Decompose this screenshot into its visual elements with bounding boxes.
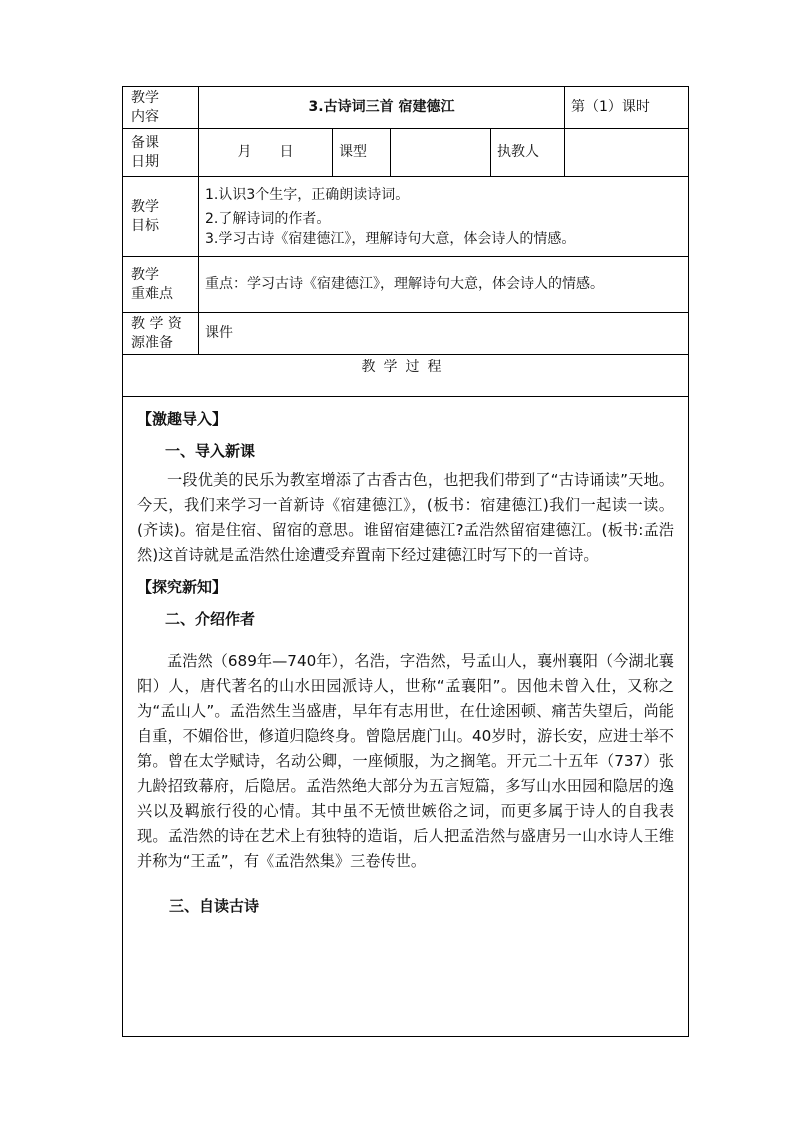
lesson-type-value: [391, 129, 491, 177]
section-heading: 【激趣导入】: [137, 410, 228, 428]
teacher-value: [565, 129, 689, 177]
subsection-heading: 二、介绍作者: [165, 610, 256, 628]
label-line: 教 学 资: [131, 315, 182, 332]
label-line: 重难点: [131, 285, 173, 302]
subsection-heading: 一、导入新课: [165, 442, 256, 460]
label-line: 教学: [131, 89, 159, 106]
label-line: 目标: [131, 217, 159, 234]
label-line: 教学: [131, 266, 159, 283]
label-line: 内容: [131, 108, 159, 125]
row-key-points: [123, 257, 689, 313]
teacher-label: 执教人: [491, 129, 565, 177]
label-line: 日期: [131, 153, 159, 170]
label-prep-date: [123, 129, 199, 177]
lesson-plan-table: [122, 86, 689, 1037]
process-body: [123, 397, 689, 1037]
row-process-body: [123, 397, 689, 1037]
row-process-heading: [123, 355, 689, 397]
goal-item: 3.学习古诗《宿建德江》，理解诗句大意，体会诗人的情感。: [205, 230, 576, 247]
label-key-points: [123, 257, 199, 313]
label-line: 教学: [131, 198, 159, 215]
key-points: 重点：学习古诗《宿建德江》，理解诗句大意，体会诗人的情感。: [199, 257, 689, 313]
process-heading: 教学过程: [123, 355, 689, 397]
label-teaching-goals: [123, 177, 199, 257]
resources: 课件: [199, 313, 689, 355]
prep-date-value: 月 日: [199, 129, 333, 177]
row-teaching-content: [123, 87, 689, 129]
label-line: 备课: [131, 134, 159, 151]
subsection-heading: 三、自读古诗: [169, 897, 260, 915]
lesson-title: 3.古诗词三首 宿建德江: [199, 87, 565, 129]
row-teaching-goals: [123, 177, 689, 257]
label-teaching-content: [123, 87, 199, 129]
goal-item: 1.认识3个生字，正确朗读诗词。: [205, 186, 410, 203]
teaching-goals: [199, 177, 689, 257]
paragraph: 孟浩然（689年—740年），名浩，字浩然，号孟山人，襄州襄阳（今湖北襄阳）人，唐代著名的山水田园派诗人，世称“孟襄阳”。因他未曾入仕，又称之为“孟山人”。孟浩然生当盛唐，早年有志用世，在仕途困顿、痛苦失望后，尚能自重，不媚俗世，修道归隐终身。曾隐居鹿门山。40岁时，游长安，应进士举不第。曾在太学赋诗，名动公卿，一座倾服，为之搁笔。开元二十五年（737）张九龄招致幕府，后隐居。孟浩然绝大部分为五言短篇，多写山水田园和隐居的逸兴以及羁旅行役的心情。其中虽不无愤世嫉俗之词，而更多属于诗人的自我表现。孟浩然的诗在艺术上有独特的造诣，后人把孟浩然与盛唐另一山水诗人王维并称为“王孟”，有《孟浩然集》三卷传世。: [137, 652, 674, 870]
row-prep-date: [123, 129, 689, 177]
label-resources: [123, 313, 199, 355]
lesson-type-label: 课型: [333, 129, 391, 177]
section-heading: 【探究新知】: [137, 578, 228, 596]
paragraph: 一段优美的民乐为教室增添了古香古色，也把我们带到了“古诗诵读”天地。今天，我们来学习一首新诗《宿建德江》，(板书：宿建德江)我们一起读一读。(齐读)。宿是住宿、留宿的意思。谁留宿建德江?孟浩然留宿建德江。(板书:孟浩然)这首诗就是孟浩然仕途遭受弃置南下经过建德江时写下的一首诗。: [137, 471, 674, 564]
lesson-period: 第（1）课时: [565, 87, 689, 129]
goal-item: 2.了解诗词的作者。: [205, 210, 331, 227]
row-resources: [123, 313, 689, 355]
label-line: 源准备: [131, 334, 173, 351]
